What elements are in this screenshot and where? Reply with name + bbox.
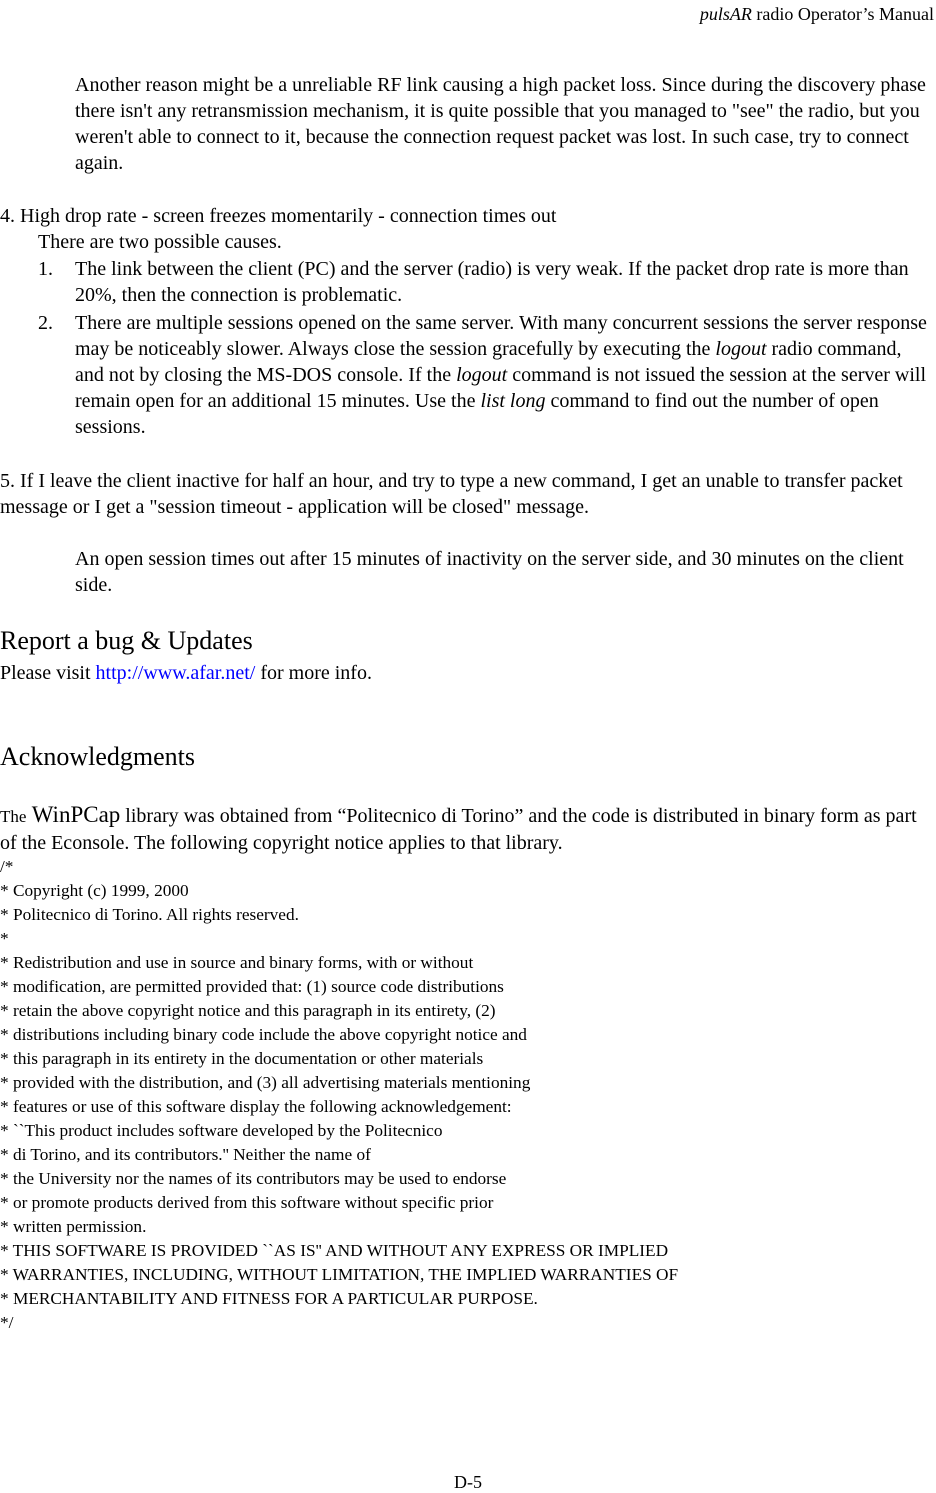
notice-line: * modification, are permitted provided that: (1) source code distributions <box>0 977 504 996</box>
logout-command: logout <box>715 338 767 360</box>
item4-heading: 4. High drop rate - screen freezes momentarily - connection times out <box>0 205 557 227</box>
intro-paragraph: Another reason might be a unreliable RF link causing a high packet loss. Since during the discovery phase there isn't any retransmission mechanism, it is quite possible that you managed to "see" the radio, but you weren't able to connect to it, because the connection request packet was lost. In such case, try to connect again. <box>75 74 926 174</box>
notice-line: * distributions including binary code include the above copyright notice and <box>0 1025 527 1044</box>
notice-line: * written permission. <box>0 1217 147 1236</box>
afar-link[interactable]: http://www.afar.net/ <box>95 662 256 684</box>
acknowledgments-paragraph <box>0 802 936 856</box>
report-post-link: for more info. <box>255 662 372 684</box>
cause-text-part: command is not issued the session at the server will remain open for an additional 15 minutes. Use the <box>75 364 927 412</box>
cause-text-part: There are multiple sessions opened on the same server. With many concurrent sessions the server response may be noticeably slower. Always close the session gracefully by executing the <box>75 312 927 360</box>
notice-line: * THIS SOFTWARE IS PROVIDED ``AS IS'' AND WITHOUT ANY EXPRESS OR IMPLIED <box>0 1241 669 1260</box>
notice-line: * Copyright (c) 1999, 2000 <box>0 881 189 900</box>
item5-answer: An open session times out after 15 minutes of inactivity on the server side, and 30 minutes on the client side. <box>75 548 904 596</box>
header-title-rest: radio Operator’s Manual <box>751 4 934 24</box>
report-bug-title: Report a bug & Updates <box>0 626 253 655</box>
list-long-command: list long <box>480 390 546 412</box>
ack-the: The <box>0 807 27 826</box>
notice-line: * Redistribution and use in source and binary forms, with or without <box>0 953 474 972</box>
cause-text-part: radio command, and not by closing the MS-DOS console. If the <box>75 338 902 386</box>
report-paragraph <box>0 660 372 686</box>
copyright-notice <box>0 855 678 1335</box>
notice-line: * WARRANTIES, INCLUDING, WITHOUT LIMITATION, THE IMPLIED WARRANTIES OF <box>0 1265 679 1284</box>
notice-line: /* <box>0 857 14 876</box>
cause-text <box>75 310 935 440</box>
notice-line: * di Torino, and its contributors.'' Neither the name of <box>0 1145 371 1164</box>
notice-line: * retain the above copyright notice and this paragraph in its entirety, (2) <box>0 1001 496 1020</box>
cause-text-part: command to find out the number of open sessions. <box>75 390 879 438</box>
item5-heading: 5. If I leave the client inactive for half an hour, and try to type a new command, I get an unable to transfer packet message or I get a "session timeout - application will be closed" message. <box>0 470 903 518</box>
notice-line: * the University nor the names of its contributors may be used to endorse <box>0 1169 507 1188</box>
page-number: D-5 <box>454 1472 482 1492</box>
cause-number: 1. <box>38 258 53 280</box>
cause-number: 2. <box>38 312 53 334</box>
notice-line: * ``This product includes software developed by the Politecnico <box>0 1121 443 1140</box>
logout-command: logout <box>456 364 508 386</box>
notice-line: * Politecnico di Torino. All rights reserved. <box>0 905 299 924</box>
cause-text: The link between the client (PC) and the server (radio) is very weak. If the packet drop rate is more than 20%, then the connection is problematic. <box>75 258 909 306</box>
header-title-italic: pulsAR <box>699 4 752 24</box>
notice-line: * this paragraph in its entirety in the documentation or other materials <box>0 1049 484 1068</box>
notice-line: * MERCHANTABILITY AND FITNESS FOR A PARTICULAR PURPOSE. <box>0 1289 538 1308</box>
notice-line: * provided with the distribution, and (3) all advertising materials mentioning <box>0 1073 531 1092</box>
ack-paragraph-rest: library was obtained from “Politecnico di Torino” and the code is distributed in binary form as part of the Econsole. The following copyright notice applies to that library. <box>0 805 917 854</box>
notice-line: * or promote products derived from this software without specific prior <box>0 1193 494 1212</box>
notice-line: */ <box>0 1313 14 1332</box>
acknowledgments-title: Acknowledgments <box>0 742 195 771</box>
winpcap-name: WinPCap <box>26 802 121 827</box>
item4-lead: There are two possible causes. <box>38 231 282 253</box>
notice-line: * <box>0 929 9 948</box>
report-pre-link: Please visit <box>0 662 96 684</box>
running-header <box>700 4 934 25</box>
notice-line: * features or use of this software display the following acknowledgement: <box>0 1097 512 1116</box>
